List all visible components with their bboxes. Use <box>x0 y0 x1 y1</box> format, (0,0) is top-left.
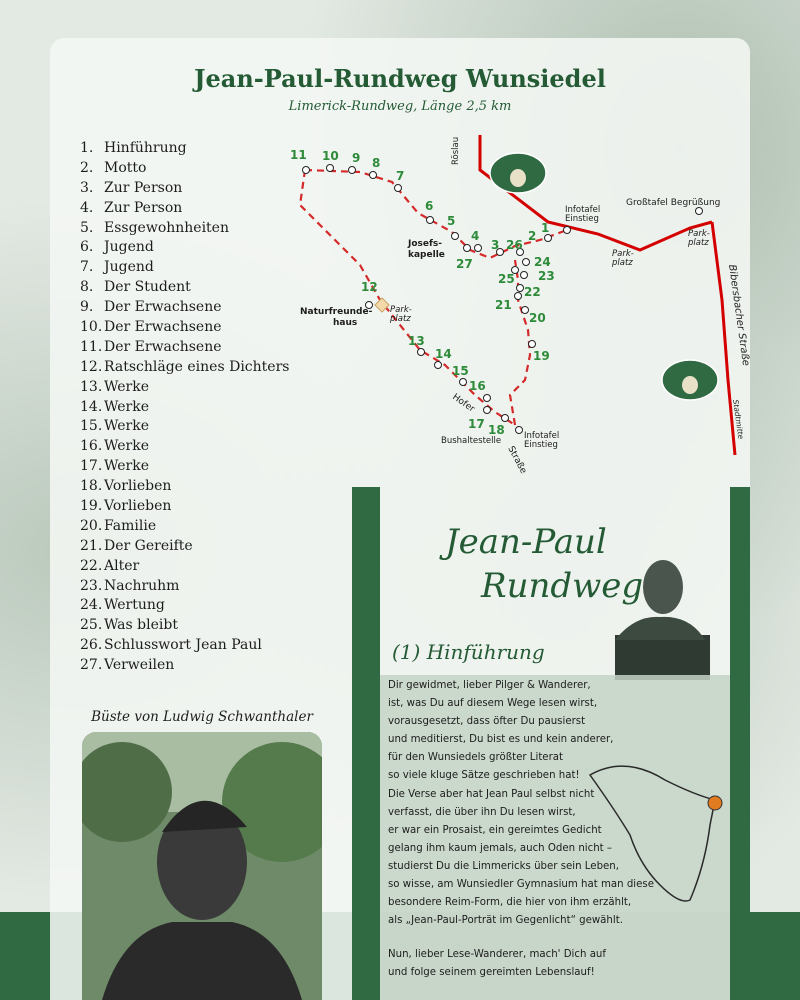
label-stadtmitte: Stadtmitte <box>731 399 746 440</box>
station-number-3: 3 <box>491 238 500 252</box>
station-number-18: 18 <box>488 423 505 437</box>
station-number: 16. <box>80 438 103 455</box>
station-label: Jugend <box>104 239 154 256</box>
station-number: 25. <box>80 617 103 634</box>
label-naturfreundehaus-2: haus <box>333 318 358 328</box>
poem-line: und folge seinem gereimten Lebenslauf! <box>388 967 595 979</box>
station-number: 10. <box>80 319 103 336</box>
station-number-1: 1 <box>541 221 550 235</box>
station-label: Familie <box>104 517 157 534</box>
poem-line: für den Wunsiedels größter Literat <box>388 752 564 764</box>
station-number: 21. <box>80 537 103 554</box>
label-parkplatz-1a: Park- <box>612 249 634 259</box>
station-marker-end <box>516 427 523 434</box>
station-number: 5. <box>80 219 94 236</box>
station-marker-16 <box>484 395 491 402</box>
station-marker-5 <box>452 233 459 240</box>
label-infotafel-top: Infotafel <box>565 205 601 215</box>
station-marker-20 <box>522 307 529 314</box>
station-label: Nachruhm <box>104 577 180 594</box>
poem-line: verfasst, die über ihn Du lesen wirst, <box>388 806 576 818</box>
station-label: Hinführung <box>104 140 187 156</box>
station-marker-23 <box>521 272 528 279</box>
station-number-23: 23 <box>538 269 555 283</box>
station-number: 17. <box>80 458 103 475</box>
station-number: 23. <box>80 577 103 594</box>
station-number: 4. <box>80 199 94 216</box>
station-number: 12. <box>80 358 103 375</box>
station-number: 6. <box>80 239 94 256</box>
poem-line: besondere Reim-Form, die hier von ihm erzählt, <box>388 897 632 909</box>
road-bibersbacher <box>712 222 735 455</box>
station-label: Der Gereifte <box>104 537 193 554</box>
label-parkplatz-3a: Park- <box>390 305 412 315</box>
station-number: 8. <box>80 279 94 296</box>
station-label: Werke <box>104 378 149 395</box>
station-label: Vorlieben <box>104 478 172 495</box>
station-number: 27. <box>80 657 103 674</box>
jean-paul-logo-icon <box>490 153 546 193</box>
station-marker-8 <box>370 172 377 179</box>
section-heading: (1) Hinführung <box>392 640 545 664</box>
poem-line: gelang ihm kaum jemals, auch Oden nicht – <box>388 842 612 854</box>
station-number-27: 27 <box>456 257 473 271</box>
station-label: Der Erwachsene <box>104 299 222 316</box>
poem-line <box>388 933 654 949</box>
label-infotafel-bottom: Infotafel <box>524 431 560 441</box>
station-marker-21 <box>515 293 522 300</box>
station-label: Ratschläge eines Dichters <box>104 358 290 375</box>
jean-paul-logo-icon <box>662 360 718 400</box>
station-label: Der Student <box>104 279 191 296</box>
station-number-4: 4 <box>471 229 480 243</box>
station-number: 14. <box>80 398 103 415</box>
bust-caption: Büste von Ludwig Schwanthaler <box>91 709 313 725</box>
station-number-20: 20 <box>529 311 546 325</box>
poem-line: Dir gewidmet, lieber Pilger & Wanderer, <box>388 680 591 691</box>
station-number-25: 25 <box>498 272 515 286</box>
station-label: Was bleibt <box>104 617 178 634</box>
station-label: Zur Person <box>104 179 183 196</box>
station-label: Der Erwachsene <box>104 319 222 336</box>
station-marker-27 <box>464 245 471 252</box>
station-marker-7 <box>395 185 402 192</box>
station-number-2: 2 <box>528 229 537 243</box>
poem-line: als „Jean-Paul-Porträt im Gegenlicht“ gewählt. <box>388 915 623 927</box>
station-number-26: 26 <box>506 238 523 252</box>
station-number-14: 14 <box>435 347 452 361</box>
station-number: 13. <box>80 378 103 395</box>
station-marker-18 <box>502 415 509 422</box>
station-marker-13 <box>418 349 425 356</box>
station-number-15: 15 <box>452 364 469 378</box>
poem-line: vorausgesetzt, dass öfter Du pausierst <box>388 716 586 728</box>
poem-line: Nun, lieber Lese-Wanderer, mach' Dich auf <box>388 949 606 961</box>
label-parkplatz-2a: Park- <box>688 229 710 239</box>
station-number-22: 22 <box>524 285 541 299</box>
station-label: Verweilen <box>104 657 175 674</box>
station-number-16: 16 <box>469 379 486 393</box>
station-number: 11. <box>80 338 103 355</box>
station-number-21: 21 <box>495 298 512 312</box>
bust-photo <box>82 732 322 1000</box>
station-number: 18. <box>80 478 103 495</box>
station-number-19: 19 <box>533 349 550 363</box>
station-number: 9. <box>80 299 94 316</box>
station-label: Der Erwachsene <box>104 338 222 355</box>
poem-line: er war ein Prosaist, ein gereimtes Gedicht <box>388 824 602 836</box>
label-naturfreundehaus-1: Naturfreunde- <box>300 307 373 317</box>
station-marker-6 <box>427 217 434 224</box>
station-marker-17 <box>484 407 491 414</box>
panel-title-line-2: Rundweg <box>481 566 644 606</box>
station-number-13: 13 <box>408 334 425 348</box>
label-roeslau: Röslau <box>451 136 461 165</box>
label-bibersbacher-strasse: Bibersbacher Straße <box>726 263 752 367</box>
poem-line: Die Verse aber hat Jean Paul selbst nicht <box>388 788 595 800</box>
station-number: 22. <box>80 557 103 574</box>
label-parkplatz-3b: platz <box>390 314 411 324</box>
station-number-6: 6 <box>425 199 434 213</box>
station-marker-1 <box>564 227 571 234</box>
poem-line: ist, was Du auf diesem Wege lesen wirst, <box>388 698 598 710</box>
station-number: 7. <box>80 259 94 276</box>
label-grosstafel: Großtafel Begrüßung <box>626 198 721 208</box>
station-number-5: 5 <box>447 214 456 228</box>
station-marker-11 <box>303 167 310 174</box>
poem-line: so viele kluge Sätze geschrieben hat! <box>388 770 580 782</box>
station-label: Vorlieben <box>104 498 172 515</box>
station-marker-10 <box>327 165 334 172</box>
station-number-8: 8 <box>372 156 381 170</box>
bust-illustration <box>605 555 715 680</box>
station-number: 2. <box>80 159 94 176</box>
station-marker-9 <box>349 167 356 174</box>
panel-title-line-1: Jean-Paul <box>445 522 607 562</box>
label-parkplatz-2b: platz <box>688 238 709 248</box>
station-number-11: 11 <box>290 148 307 162</box>
grosstafel-marker <box>696 208 703 215</box>
station-label: Alter <box>104 557 140 574</box>
station-label: Werke <box>104 438 149 455</box>
station-number: 1. <box>80 140 94 156</box>
station-marker-24 <box>523 259 530 266</box>
station-label: Jugend <box>104 259 154 276</box>
station-number: 26. <box>80 637 103 654</box>
poem-line: so wisse, am Wunsiedler Gymnasium hat man diese <box>388 879 654 891</box>
station-label: Motto <box>104 159 147 176</box>
station-number-10: 10 <box>322 149 339 163</box>
label-hofer: Hofer <box>450 392 477 415</box>
poem-line: studierst Du die Limmericks über sein Leben, <box>388 860 619 872</box>
route-outline-minimap <box>585 755 730 915</box>
label-josefskapelle-2: kapelle <box>408 250 445 260</box>
label-einstieg-top: Einstieg <box>565 214 599 224</box>
station-label: Zur Person <box>104 199 183 216</box>
panel-bar-right <box>730 487 750 1000</box>
station-label: Werke <box>104 398 149 415</box>
station-marker-19 <box>529 341 536 348</box>
station-label: Essgewohnheiten <box>104 219 229 236</box>
station-marker-22 <box>517 285 524 292</box>
label-josefskapelle-1: Josefs- <box>408 239 443 249</box>
current-position-marker <box>708 796 722 810</box>
label-einstieg-bottom: Einstieg <box>524 440 558 450</box>
station-number-24: 24 <box>534 255 551 269</box>
station-number: 19. <box>80 498 103 515</box>
map-title: Jean-Paul-Rundweg Wunsiedel <box>194 64 606 93</box>
station-marker-2 <box>545 235 552 242</box>
station-number: 15. <box>80 418 103 435</box>
label-parkplatz-1b: platz <box>612 258 633 268</box>
map-subtitle: Limerick-Rundweg, Länge 2,5 km <box>288 99 512 114</box>
station-number-17: 17 <box>468 417 485 431</box>
panel-bar-left <box>352 487 380 1000</box>
station-number-7: 7 <box>396 169 405 183</box>
station-number-9: 9 <box>352 151 361 165</box>
station-label: Werke <box>104 418 149 435</box>
station-marker-15 <box>460 379 467 386</box>
station-marker-14 <box>435 362 442 369</box>
station-label: Wertung <box>104 597 165 614</box>
station-number: 3. <box>80 179 94 196</box>
station-number: 20. <box>80 517 103 534</box>
station-number-12: 12 <box>361 280 378 294</box>
label-bushaltestelle: Bushaltestelle <box>441 436 502 446</box>
station-label: Schlusswort Jean Paul <box>104 637 262 654</box>
poem-line: und meditierst, Du bist es und kein anderer, <box>388 734 614 746</box>
label-strasse: Straße <box>505 444 529 476</box>
station-marker-4 <box>475 245 482 252</box>
station-label: Werke <box>104 458 149 475</box>
station-number: 24. <box>80 597 103 614</box>
